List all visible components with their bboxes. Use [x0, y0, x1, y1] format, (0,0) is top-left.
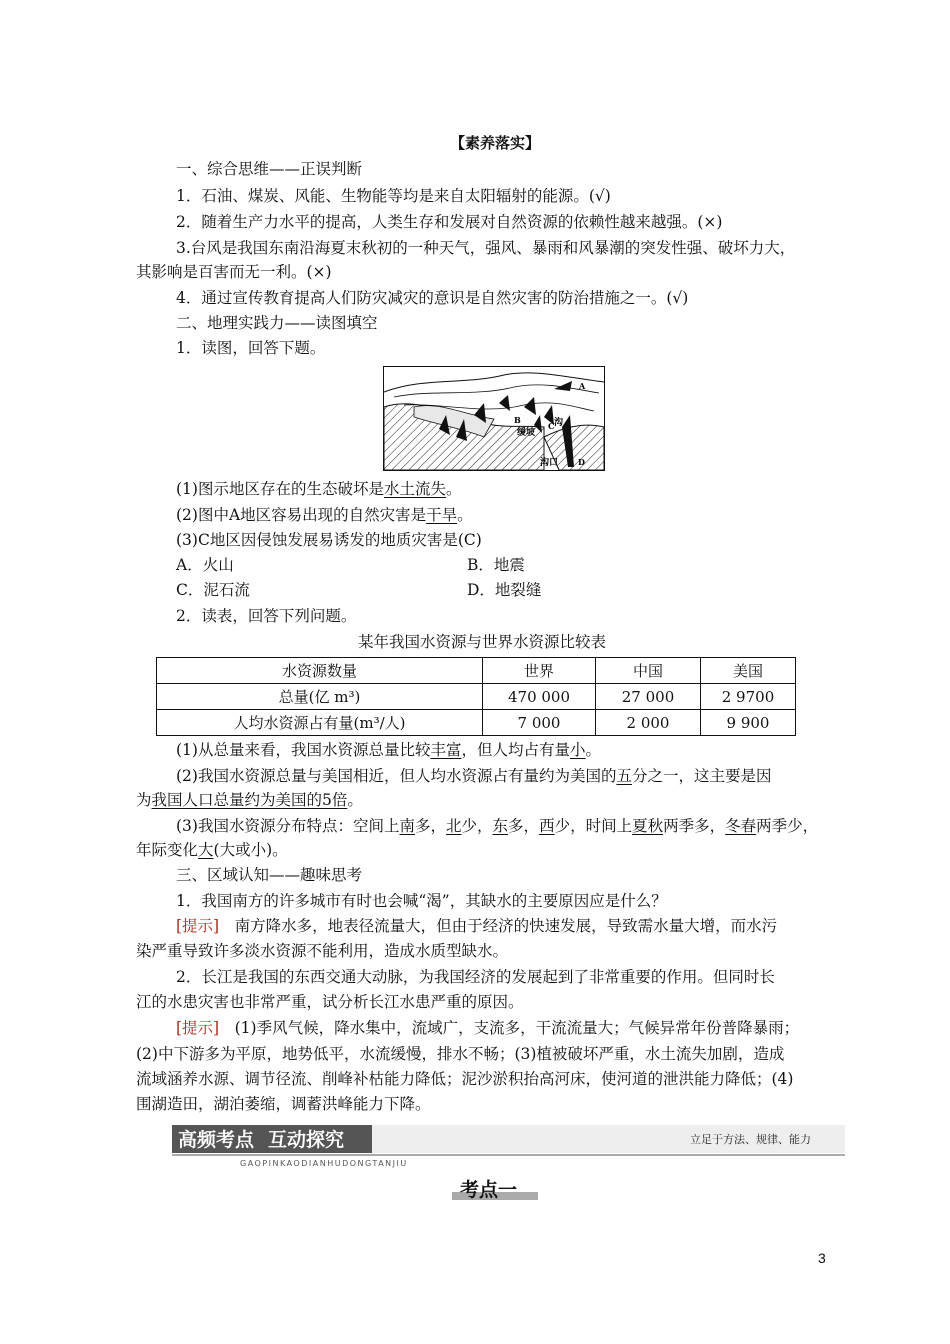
t1-middle: ，但人均占有量: [461, 741, 570, 759]
part3-q2-cont: 江的水患灾害也非常严重，试分析长江水患严重的原因。: [136, 993, 524, 1011]
t3-part: 两季多，: [663, 817, 726, 835]
t2b-prefix: 为: [136, 791, 152, 809]
a2-text: (1)季风气候，降水集中，流域广，支流多，干流流量大；气候异常年份普降暴雨；: [234, 1019, 800, 1037]
t3-part: 两季少，: [756, 817, 819, 835]
t3-answer: 夏秋: [632, 817, 664, 835]
s1-prefix: (1)图示地区存在的生态破坏是: [176, 480, 384, 498]
part1-q4: 4．通过宣传教育提高人们防灾减灾的意识是自然灾害的防治措施之一。(√): [176, 289, 689, 307]
s1-suffix: 。: [445, 480, 462, 498]
table-cell: 27 000: [596, 684, 701, 710]
t1-answer-2: 小: [570, 741, 586, 759]
table-header-cell: 中国: [596, 658, 701, 684]
table-cell: 2 9700: [701, 684, 796, 710]
part1-q1: 1．石油、煤炭、风能、生物能等均是来自太阳辐射的能源。(√): [176, 187, 611, 205]
table-cell: 人均水资源占有量(m³/人): [157, 710, 483, 736]
table-cell: 2 000: [596, 710, 701, 736]
t2b-answer: 我国人口总量约为美国的5倍: [151, 791, 348, 809]
part2-s1: [176, 478, 462, 500]
part3-q1: 1．我国南方的许多城市有时也会喊“渴”，其缺水的主要原因应是什么？: [176, 892, 667, 910]
water-resource-table: [156, 657, 796, 736]
banner-title-2: 互动探究: [268, 1129, 345, 1151]
map-label-slope: 缓坡: [517, 428, 536, 438]
table-header-cell: 世界: [483, 658, 596, 684]
part2-t3-cont: [136, 839, 288, 861]
part3-heading: 三、区域认知——趣味思考: [176, 866, 363, 884]
t1-answer-1: 丰富: [430, 741, 462, 759]
terrain-map-figure: [383, 366, 605, 471]
table-header-row: [157, 658, 796, 684]
t3-part: 少，时间上: [554, 817, 633, 835]
part1-q2: 2．随着生产力水平的提高，人类生存和发展对自然资源的依赖性越来越强。(×): [176, 213, 723, 231]
option-b: B．地震: [467, 556, 525, 574]
map-label-a: A: [579, 381, 586, 391]
t3-part: 少，: [461, 817, 493, 835]
s2-suffix: 。: [457, 506, 473, 524]
part2-q1-intro: 1．读图，回答下题。: [176, 339, 326, 357]
part2-heading: 二、地理实践力——读图填空: [176, 314, 378, 332]
kaodian-badge: [452, 1176, 538, 1204]
part1-q3: 3.台风是我国东南沿海夏末秋初的一种天气，强风、暴雨和风暴潮的突发性强、破坏力大，: [176, 239, 796, 257]
part2-s2: [176, 504, 473, 526]
t3b-prefix: 年际变化: [136, 841, 199, 859]
t3-answer: 冬春: [725, 817, 757, 835]
part3-a1: [176, 915, 777, 937]
a1-text: 南方降水多，地表径流量大，但由于经济的快速发展，导致需水量大增，而水污: [234, 917, 778, 935]
part2-q2-intro: 2．读表，回答下列问题。: [176, 607, 357, 625]
s2-answer: 干旱: [426, 506, 458, 524]
t3b-suffix: (大或小)。: [213, 841, 288, 859]
part1-heading: 一、综合思维——正误判断: [176, 160, 363, 178]
table-caption: 某年我国水资源与世界水资源比较表: [358, 633, 607, 651]
t3-part: 多，: [414, 817, 446, 835]
part1-q3-cont: 其影响是百害而无一利。(×): [136, 263, 332, 281]
hint-label: [提示]: [176, 917, 220, 935]
s2-prefix: (2)图中A地区容易出现的自然灾害是: [176, 506, 427, 524]
table-cell: 9 900: [701, 710, 796, 736]
part3-a2-line4: 围湖造田，湖泊萎缩，调蓄洪峰能力下降。: [136, 1095, 431, 1113]
part3-a2-line2: (2)中下游多为平原，地势低平，水流缓慢，排水不畅；(3)植被破坏严重，水土流失加剧，造成: [136, 1045, 785, 1063]
part2-s3: (3)C地区因侵蚀发展易诱发的地质灾害是(C): [176, 531, 482, 549]
table-header-cell: 美国: [701, 658, 796, 684]
map-label-kou: 沟口: [540, 458, 559, 468]
part3-q2: 2．长江是我国的东西交通大动脉，为我国经济的发展起到了非常重要的作用。但同时长: [176, 968, 775, 986]
t2-prefix: (2)我国水资源总量与美国相近，但人均水资源占有量约为美国的: [176, 767, 617, 785]
table-cell: 7 000: [483, 710, 596, 736]
table-cell: 470 000: [483, 684, 596, 710]
option-d: D．地裂缝: [467, 581, 542, 599]
banner-slogan: 立足于方法、规律、能力: [690, 1133, 811, 1146]
t2-suffix: 分之一，这主要是因: [631, 767, 772, 785]
t1-suffix: 。: [585, 741, 602, 759]
t2b-suffix: 。: [347, 791, 363, 809]
t3-part: 多，: [508, 817, 540, 835]
part3-a2-line3: 流域涵养水源、调节径流、削峰补枯能力降低；泥沙淤积抬高河床，使河道的泄洪能力降低；(4): [136, 1070, 794, 1088]
part2-t2-cont: [136, 789, 363, 811]
t3b-answer: 大: [198, 841, 214, 859]
banner-title-1: 高频考点: [178, 1129, 255, 1151]
table-cell: 总量(亿 m³): [157, 684, 483, 710]
t2-answer-1: 五: [616, 767, 632, 785]
t3-answer: 南: [399, 817, 415, 835]
table-row: [157, 684, 796, 710]
table-header-cell: 水资源数量: [157, 658, 483, 684]
s1-answer: 水土流失: [383, 480, 446, 498]
map-label-b: B: [514, 415, 521, 425]
table-row: [157, 710, 796, 736]
option-a: A．火山: [176, 556, 234, 574]
part2-t1: [176, 739, 601, 761]
part3-a1-cont: 染严重导致许多淡水资源不能利用，造成水质型缺水。: [136, 942, 509, 960]
part2-t2: [176, 765, 772, 787]
t3-part: (3)我国水资源分布特点：空间上: [176, 817, 400, 835]
section-banner: [170, 1125, 845, 1169]
map-label-d: D: [578, 457, 585, 467]
t3-answer: 东: [492, 817, 509, 835]
section-title: 【素养落实】: [450, 134, 541, 152]
kaodian-label: 考点一: [460, 1179, 518, 1201]
page-number: 3: [818, 1250, 826, 1266]
t3-answer: 西: [539, 817, 555, 835]
part2-t3: [176, 815, 818, 837]
terrain-map-drawing: [384, 367, 604, 470]
option-c: C．泥石流: [176, 581, 250, 599]
map-label-gully: 沟: [554, 418, 564, 428]
t3-answer: 北: [446, 817, 462, 835]
banner-pinyin: GAOPINKAODIANHUDONGTANJIU: [240, 1159, 408, 1168]
t1-prefix: (1)从总量来看，我国水资源总量比较: [176, 741, 431, 759]
part3-a2: [176, 1017, 799, 1039]
hint-label: [提示]: [176, 1019, 220, 1037]
map-label-c: C: [548, 421, 555, 431]
